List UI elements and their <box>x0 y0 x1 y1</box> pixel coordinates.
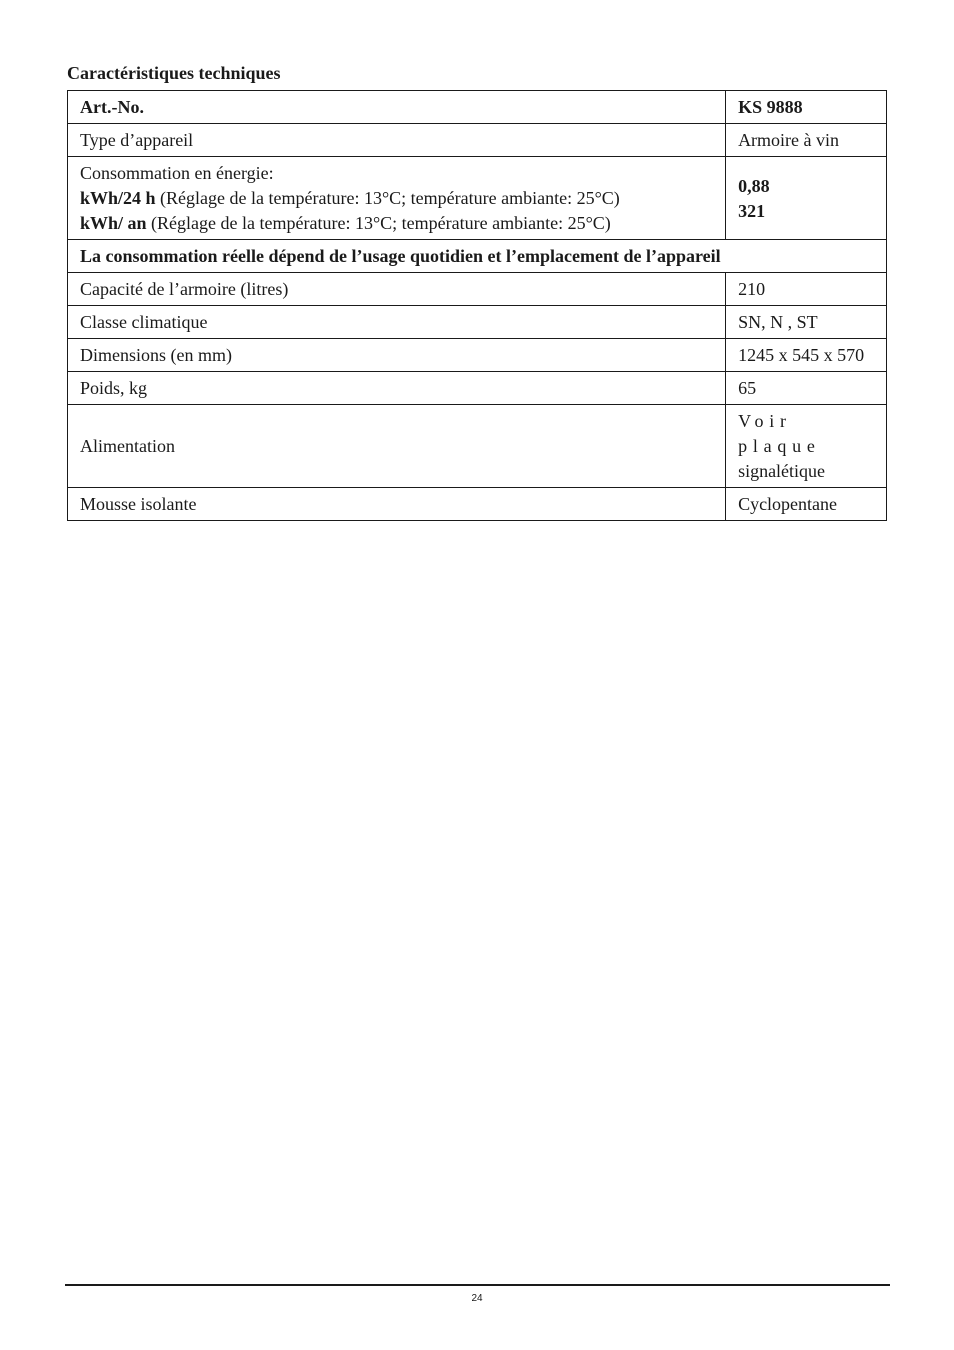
dimensions-value: 1245 x 545 x 570 <box>726 339 887 372</box>
climate-class-label: Classe climatique <box>68 306 726 339</box>
table-row <box>68 306 887 339</box>
power-value-line2: signalétique <box>738 461 826 481</box>
power-value-line1: Voir plaque <box>738 411 821 456</box>
energy-line-daily <box>80 186 714 211</box>
energy-label <box>68 157 726 240</box>
energy-annual-conditions: (Réglage de la température: 13°C; température ambiante: 25°C) <box>146 213 611 233</box>
energy-daily-unit: kWh/24 h <box>80 188 156 208</box>
table-row-type <box>68 124 887 157</box>
capacity-value: 210 <box>726 273 887 306</box>
table-row <box>68 339 887 372</box>
power-value <box>726 405 887 488</box>
art-no-label: Art.-No. <box>68 91 726 124</box>
insulation-label: Mousse isolante <box>68 488 726 521</box>
energy-annual-value: 321 <box>738 200 766 221</box>
weight-label: Poids, kg <box>68 372 726 405</box>
table-row-notice <box>68 240 887 273</box>
section-title: Caractéristiques techniques <box>67 63 281 83</box>
table-row-power <box>68 405 887 488</box>
energy-line-annual <box>80 211 714 236</box>
dimensions-label: Dimensions (en mm) <box>68 339 726 372</box>
table-row-header <box>68 91 887 124</box>
table-row-insulation <box>68 488 887 521</box>
weight-value: 65 <box>726 372 887 405</box>
energy-values <box>726 157 887 240</box>
page-number: 24 <box>471 1293 483 1304</box>
climate-class-value: SN, N , ST <box>726 306 887 339</box>
type-label: Type d’appareil <box>68 124 726 157</box>
type-value: Armoire à vin <box>726 124 887 157</box>
specifications-table <box>67 90 887 521</box>
art-no-value: KS 9888 <box>726 91 887 124</box>
energy-annual-unit: kWh/ an <box>80 213 147 233</box>
table-row <box>68 372 887 405</box>
energy-intro: Consommation en énergie: <box>80 163 274 183</box>
consumption-notice: La consommation réelle dépend de l’usage quotidien et l’emplacement de l’appareil <box>68 240 887 273</box>
table-row <box>68 273 887 306</box>
power-label: Alimentation <box>68 405 726 488</box>
capacity-label: Capacité de l’armoire (litres) <box>68 273 726 306</box>
insulation-value: Cyclopentane <box>726 488 887 521</box>
table-row-energy <box>68 157 887 240</box>
energy-daily-value: 0,88 <box>738 175 770 196</box>
footer-divider <box>65 1284 890 1286</box>
energy-daily-conditions: (Réglage de la température: 13°C; température ambiante: 25°C) <box>155 188 620 208</box>
